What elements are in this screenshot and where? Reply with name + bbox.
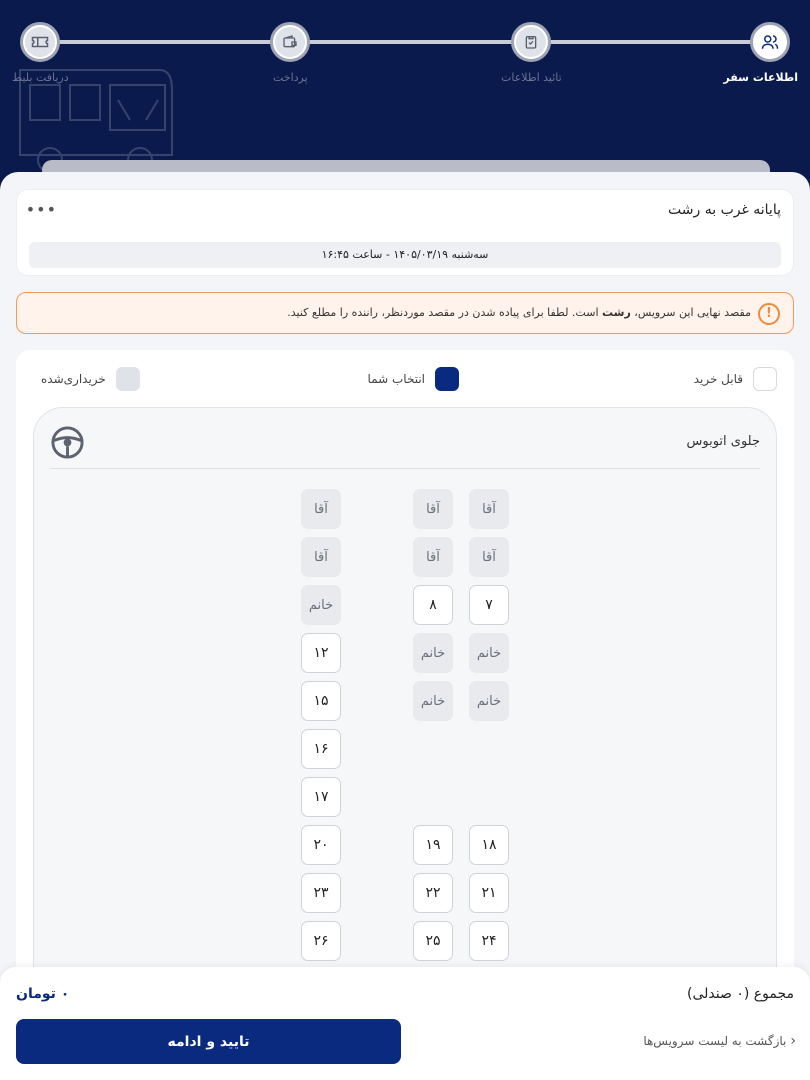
bus-front-label: جلوی اتوبوس [686,434,760,449]
step-label-ticket: دریافت بلیط [12,71,69,84]
trip-date-time: سه‌شنبه ۱۴۰۵/۰۳/۱۹ - ساعت ۱۶:۴۵ [29,242,781,268]
seat[interactable]: ۱۶ [301,729,341,769]
alert-icon: ! [758,303,780,325]
seat: خانم [413,681,453,721]
step-label-trip-info: اطلاعات سفر [723,71,798,84]
seat[interactable]: ۱۲ [301,633,341,673]
back-to-services-link[interactable] [643,1033,796,1049]
destination-warning [16,292,794,334]
seat[interactable]: ۲۳ [301,873,341,913]
seat[interactable]: ۲۱ [469,873,509,913]
legend-selected-swatch [435,367,459,391]
steering-wheel-icon [50,425,85,460]
seat: آقا [469,537,509,577]
step-trip-info[interactable] [750,22,790,62]
seat[interactable]: ۲۴ [469,921,509,961]
seat[interactable]: ۷ [469,585,509,625]
seat[interactable]: ۸ [413,585,453,625]
legend-purchased [41,367,140,391]
chevron-left-icon: ‹ [790,1033,796,1049]
warning-prefix: مقصد نهایی این سرویس، [630,306,751,319]
seat[interactable]: ۲۲ [413,873,453,913]
trip-card [16,189,794,276]
more-options-button[interactable]: ••• [25,200,57,219]
legend-purchased-label: خریداری‌شده [41,372,106,386]
seat[interactable]: ۱۸ [469,825,509,865]
seat[interactable]: ۲۰ [301,825,341,865]
legend-available [694,367,777,391]
confirm-continue-button[interactable]: تایید و ادامه [16,1019,401,1064]
step-payment[interactable] [270,22,310,62]
seat: خانم [413,633,453,673]
back-link-label: بازگشت به لیست سرویس‌ها [643,1034,787,1048]
legend-available-swatch [753,367,777,391]
legend-purchased-swatch [116,367,140,391]
step-label-confirm: تائید اطلاعات [501,71,562,84]
seat: آقا [301,537,341,577]
total-price: ۰ تومان [16,986,70,1002]
step-ticket[interactable] [20,22,60,62]
seat: آقا [469,489,509,529]
ticket-icon [31,34,49,50]
legend-selected [368,367,459,391]
seat[interactable]: ۱۹ [413,825,453,865]
warning-suffix: است. لطفا برای پیاده شدن در مقصد موردنظر، راننده را مطلع کنید. [287,306,602,319]
warning-destination: رشت [602,306,631,319]
seat[interactable]: ۱۵ [301,681,341,721]
progress-line [40,40,770,44]
seat[interactable]: ۲۵ [413,921,453,961]
stepper-header [0,0,810,200]
legend-selected-label: انتخاب شما [367,372,425,386]
warning-text [287,306,751,319]
legend-available-label: قابل خرید [693,372,743,386]
wallet-icon [282,34,298,50]
total-seats-label: مجموع (۰ صندلی) [687,986,794,1002]
step-label-payment: پرداخت [273,71,308,84]
trip-route: پایانه غرب به رشت [668,202,781,218]
seat: خانم [469,633,509,673]
seat: آقا [301,489,341,529]
seat: خانم [301,585,341,625]
step-confirm[interactable] [511,22,551,62]
seat: خانم [469,681,509,721]
bus-layout [33,407,777,1007]
seat: آقا [413,489,453,529]
seat[interactable]: ۲۶ [301,921,341,961]
seat[interactable]: ۱۷ [301,777,341,817]
bus-divider [50,468,760,469]
seat: آقا [413,537,453,577]
clipboard-check-icon [523,34,539,50]
users-icon [761,33,779,51]
